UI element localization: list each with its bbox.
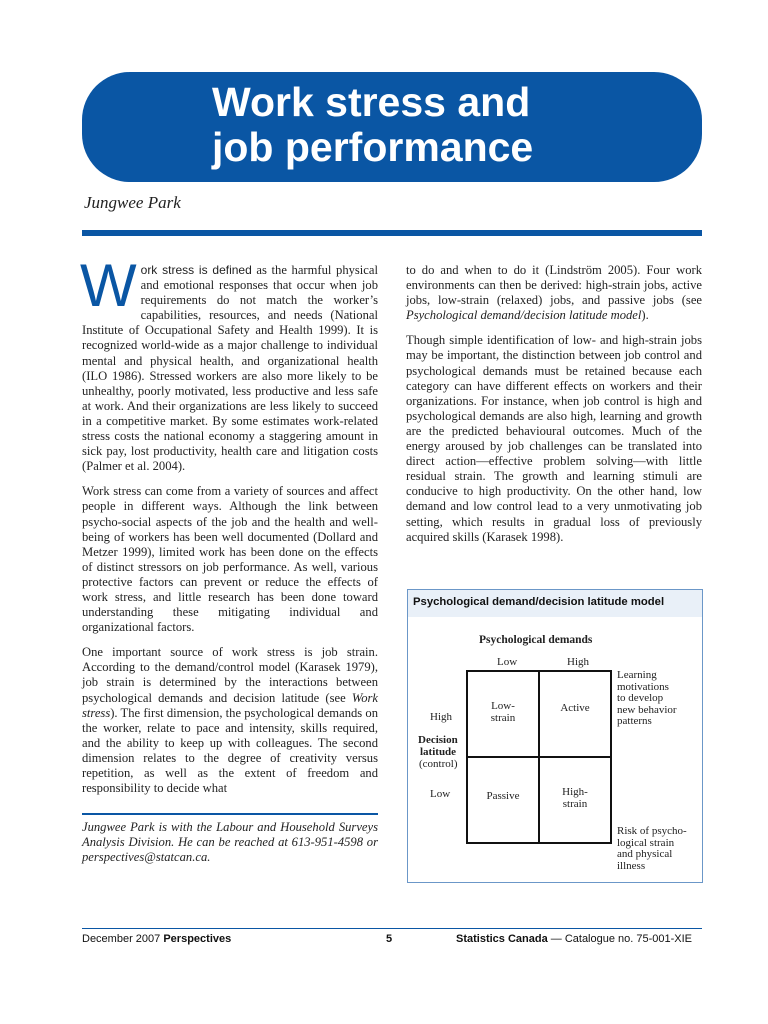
lead-phrase: ork stress is defined <box>140 263 252 277</box>
title-line-2: job performance <box>212 124 534 170</box>
right-column <box>406 263 702 555</box>
footer-source <box>456 933 692 945</box>
article-title <box>212 80 682 170</box>
column-low-label: Low <box>497 656 518 668</box>
left-column <box>80 252 378 806</box>
paragraph-4-text-b: ). <box>641 308 649 323</box>
author-bio: Jungwee Park is with the Labour and Household Surveys Analysis Division. He can be reached at 613-951-4598 or perspectives@statcan.ca. <box>82 820 378 865</box>
note-learning: Learning motivations to develop new behavior patterns <box>617 669 677 727</box>
paragraph-2: Work stress can come from a variety of sources and affect people in different ways. Although the link between psycho-social aspects of the job and the health and well-being of workers has been well documented (Dollard and Metzer 1999), limited work has been done on the effects of distinct stressors on job performance. As well, various protective factors can prevent or reduce the effects of work stress, and little research has been done toward understanding these mitigating individual and organizational factors. <box>82 484 378 635</box>
paragraph-3 <box>82 645 378 796</box>
author-name: Jungwee Park <box>84 193 181 212</box>
cell-label-high-strain: High- strain <box>562 786 588 810</box>
footer-rule <box>82 928 702 929</box>
note-strain-risk: Risk of psycho- logical strain and physical illness <box>617 825 687 872</box>
paragraph-4 <box>406 263 702 323</box>
side-axis-label-1: Decision <box>418 734 458 746</box>
header-rule <box>82 230 702 236</box>
row-low-label: Low <box>430 788 451 800</box>
cell-label-low-strain: Low- strain <box>490 700 516 724</box>
footer-date-publication <box>82 933 231 945</box>
row-high-label: High <box>430 711 452 723</box>
footer-catalogue: — Catalogue no. 75-001-XIE <box>550 933 693 945</box>
footer-organization: Statistics Canada <box>456 933 548 945</box>
paragraph-3-text-a: One important source of work stress is job strain. According to the demand/control model (Karasek 1979), job strain is determined by the interactions between psychological demands and decision latitude (see <box>82 645 378 705</box>
footer-date: December 2007 <box>82 933 161 945</box>
paragraph-1 <box>80 252 378 474</box>
top-axis-label: Psychological demands <box>479 634 593 646</box>
bio-rule <box>82 813 378 815</box>
paragraph-4-text-a: to do and when to do it (Lindström 2005). Four work environments can then be derived: high-strain jobs, active jobs, low-strain (relaxed) jobs, and passive jobs (see <box>406 263 702 308</box>
figure-reference-link[interactable]: Work stress <box>82 690 378 720</box>
side-axis-label-3: (control) <box>419 758 458 770</box>
column-high-label: High <box>567 656 589 668</box>
quadrant-active <box>538 670 612 758</box>
diagram-header <box>408 590 702 617</box>
cell-label-active: Active <box>560 702 590 714</box>
diagram-box <box>407 589 703 883</box>
page-number: 5 <box>386 933 393 945</box>
side-axis-label-2: latitude <box>420 746 457 758</box>
figure-reference-link[interactable]: Psychological demand/decision latitude model <box>406 308 642 323</box>
paragraph-5: Though simple identification of low- and high-strain jobs may be important, the distinction between job control and psychological demands must be retained because each category can have different effects on workers and their organizations. For instance, when job control is high and psychological demands are also high, learning and growth are the predicted behavioural outcomes. Much of the energy aroused by job challenges can be translated into direct action—effective problem solving—with little residual strain. The growth and learning stimuli are conducive to high productivity. On the other hand, low demand and low control lead to a very unmotivating job setting, which results in gradual loss of previously acquired skills (Karasek 1998). <box>406 333 702 544</box>
diagram-title: Psychological demand/decision latitude model <box>413 596 665 608</box>
cell-label-passive: Passive <box>486 790 520 802</box>
title-line-1: Work stress and <box>212 79 531 125</box>
footer-publication: Perspectives <box>163 933 232 945</box>
dropcap: W <box>80 252 137 319</box>
paragraph-3-text-b: ). The first dimension, the psychological demands on the worker, relate to pace and intensity, skills required, and the ability to keep up with colleagues. The second dimension relates to the degree of creativity versus repetition, as well as the extent of freedom and responsibility to decide what <box>82 705 378 796</box>
paragraph-1-text: as the harmful physical and emotional responses that occur when job requirements do not match the worker’s capabilities, resources, and needs (National Institute of Occupational Safety and Health 1999). It is recognized world-wide as a major challenge to individual mental and physical health, and organizational health (ILO 1986). Stressed workers are also more likely to be unhealthy, poorly motivated, less productive and less safe at work. And their organizations are less likely to succeed in a competitive market. By some estimates work-related stress costs the national economy a staggering amount in sick pay, lost productivity, health care and litigation costs (Palmer et al. 2004). <box>82 263 378 474</box>
